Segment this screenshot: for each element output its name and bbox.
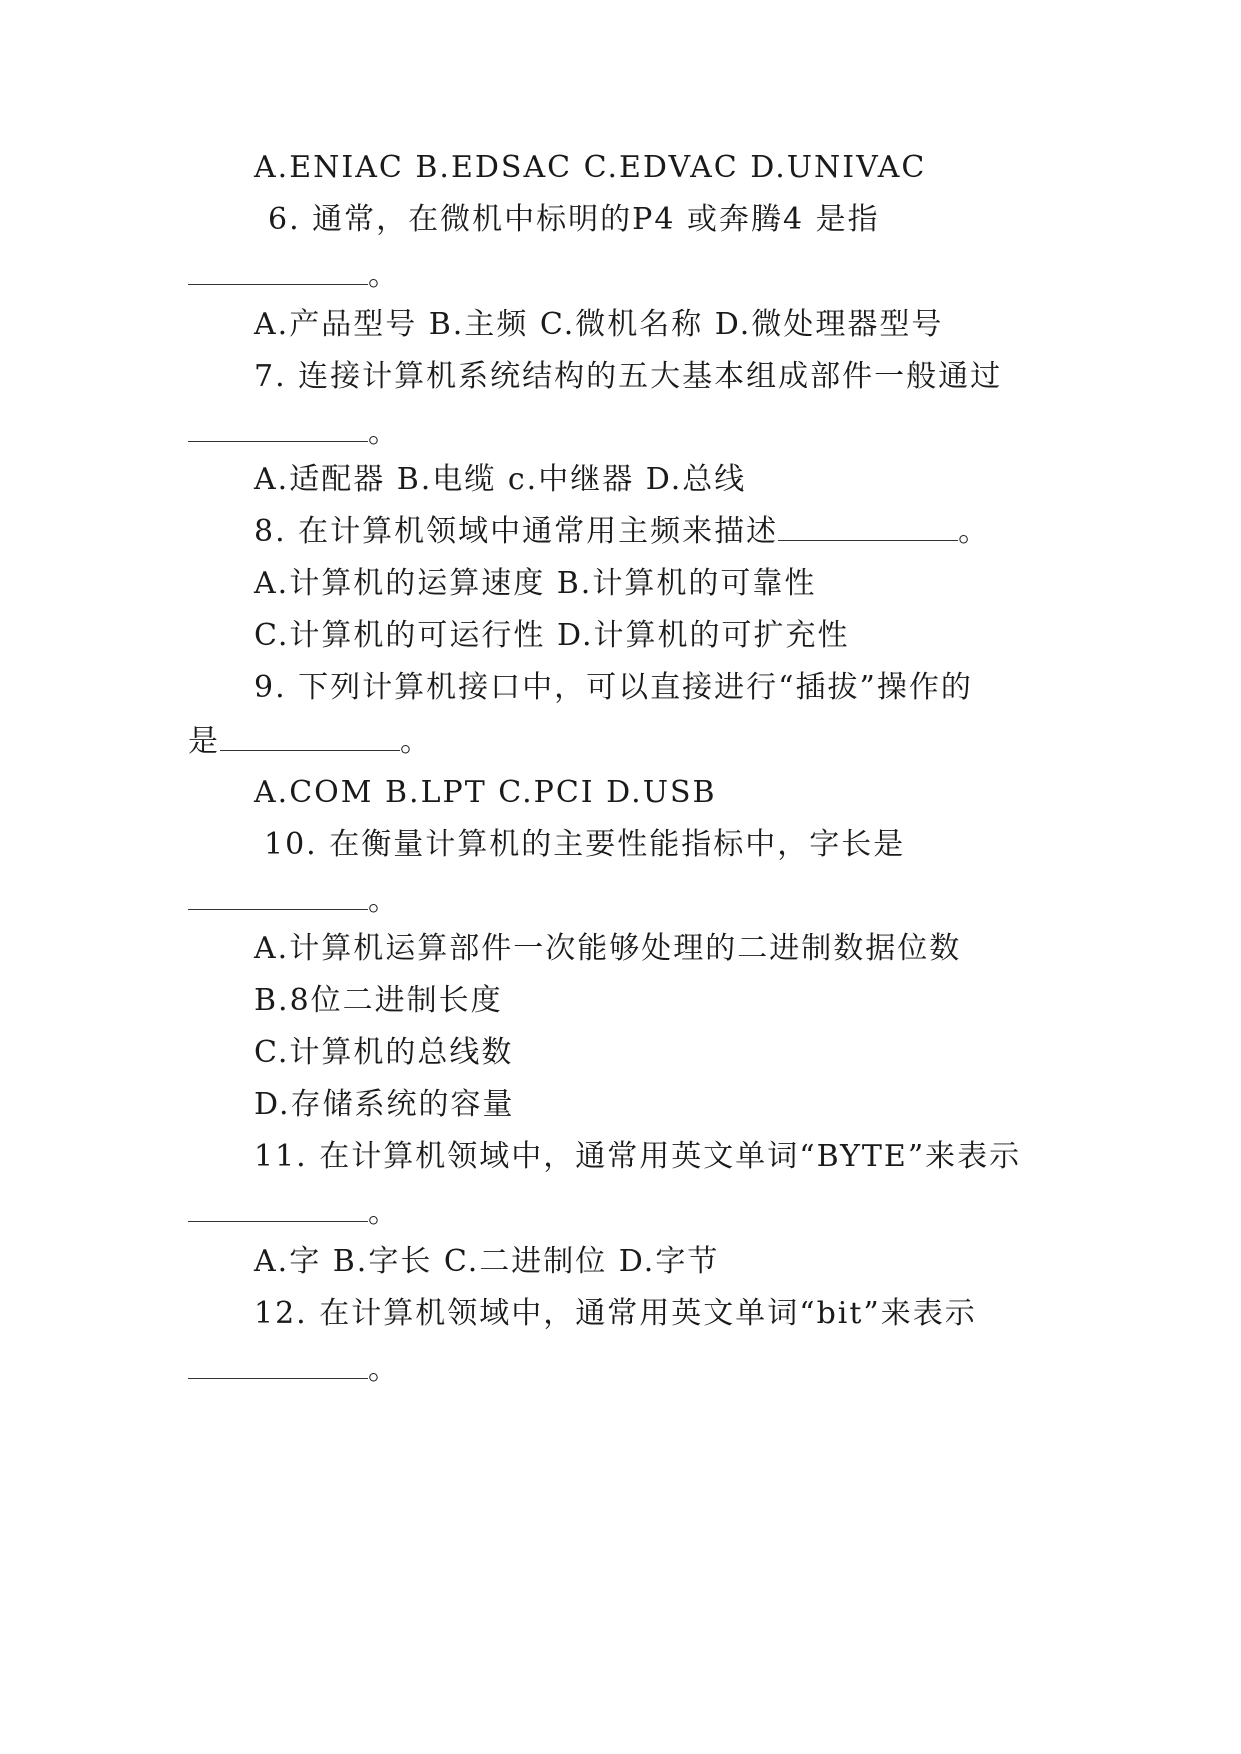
q9-lead: 是	[188, 724, 220, 759]
q10-option-b: B.8位二进制长度	[254, 983, 503, 1018]
q9-options: A.COM B.LPT C.PCI D.USB	[254, 775, 717, 810]
q8-tail: 。	[958, 514, 991, 549]
q9-tail: 。	[400, 724, 432, 759]
q10-tail: 。	[368, 883, 400, 918]
q10-option-c: C.计算机的总线数	[254, 1035, 514, 1070]
q12-blank-line	[188, 1350, 1054, 1390]
q7-stem: 7. 连接计算机系统结构的五大基本组成部件一般通过	[254, 359, 1003, 394]
q7-tail: 。	[368, 415, 400, 450]
q10-stem: 10. 在衡量计算机的主要性能指标中，字长是	[264, 827, 906, 862]
q6-answer-blank	[188, 258, 368, 285]
q8-line	[254, 512, 1120, 552]
q7-answer-blank	[188, 415, 368, 442]
q10-option-d: D.存储系统的容量	[254, 1087, 515, 1122]
q7-blank-line	[188, 413, 1054, 453]
q11-tail: 。	[368, 1195, 400, 1230]
q7-options: A.适配器 B.电缆 c.中继器 D.总线	[254, 462, 747, 497]
q10-answer-blank	[188, 883, 368, 910]
q6-tail: 。	[368, 258, 400, 293]
q11-stem: 11. 在计算机领域中，通常用英文单词“BYTE”来表示	[254, 1139, 1022, 1174]
q10-option-a: A.计算机运算部件一次能够处理的二进制数据位数	[254, 931, 962, 966]
q9-stem: 9. 下列计算机接口中，可以直接进行“插拔”操作的	[254, 670, 973, 705]
q12-tail: 。	[368, 1352, 400, 1387]
q6-blank-line	[188, 256, 1054, 296]
q9-answer-blank	[220, 724, 400, 751]
q8-options-cd: C.计算机的可运行性 D.计算机的可扩充性	[254, 618, 850, 653]
q6-stem: 6. 通常，在微机中标明的P4 或奔腾4 是指	[268, 202, 880, 237]
q12-stem: 12. 在计算机领域中，通常用英文单词“bit”来表示	[254, 1296, 977, 1331]
q8-options-ab: A.计算机的运算速度 B.计算机的可靠性	[254, 566, 817, 601]
q8-stem: 8. 在计算机领域中通常用主频来描述	[254, 514, 779, 549]
q8-answer-blank	[778, 514, 958, 541]
q11-options: A.字 B.字长 C.二进制位 D.字节	[254, 1244, 720, 1279]
q5-options: A.ENIAC B.EDSAC C.EDVAC D.UNIVAC	[254, 150, 927, 185]
q11-answer-blank	[188, 1195, 368, 1222]
q11-blank-line	[188, 1193, 1054, 1233]
q12-answer-blank	[188, 1352, 368, 1379]
q6-options: A.产品型号 B.主频 C.微机名称 D.微处理器型号	[254, 307, 944, 342]
q10-blank-line	[188, 881, 1054, 921]
q9-blank-line	[188, 722, 1054, 762]
